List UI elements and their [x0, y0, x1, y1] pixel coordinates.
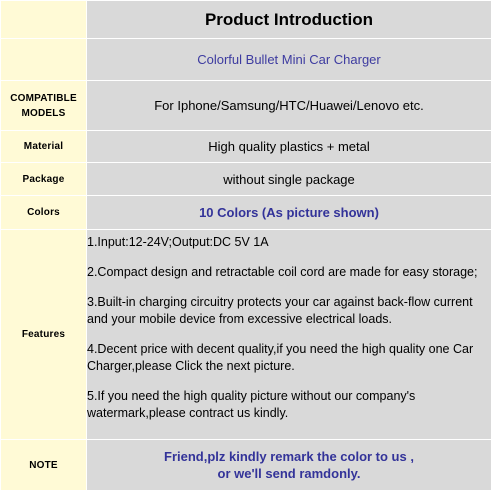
- feature-item: 2.Compact design and retractable coil cord are made for easy storage;: [87, 265, 478, 279]
- compatible-label-line1: COMPATIBLE: [10, 92, 77, 104]
- product-name: Colorful Bullet Mini Car Charger: [87, 39, 492, 81]
- note-line1: Friend,plz kindly remark the color to us ,: [164, 449, 414, 464]
- package-label: Package: [1, 163, 87, 196]
- material-label: Material: [1, 131, 87, 163]
- material-value: High quality plastics + metal: [87, 131, 492, 163]
- page-title: Product Introduction: [87, 1, 492, 39]
- product-corner-cell: [1, 39, 87, 81]
- compatible-label-line2: MODELS: [21, 107, 66, 119]
- compatible-models-label: [1, 81, 87, 131]
- features-label: Features: [1, 230, 87, 440]
- package-value: without single package: [87, 163, 492, 196]
- colors-label: Colors: [1, 196, 87, 230]
- note-label: NOTE: [1, 440, 87, 491]
- compatible-models-value: For Iphone/Samsung/HTC/Huawei/Lenovo etc.: [87, 81, 492, 131]
- colors-value: 10 Colors (As picture shown): [87, 196, 492, 230]
- feature-item: 4.Decent price with decent quality,if you need the high quality one Car Charger,please Click the next picture.: [87, 342, 474, 373]
- header-corner-cell: [1, 1, 87, 39]
- features-list: [87, 230, 492, 440]
- note-value: [87, 440, 492, 491]
- feature-item: 3.Built-in charging circuitry protects your car against back-flow current and your mobile device from excessive electrical loads.: [87, 295, 473, 326]
- feature-item: 1.Input:12-24V;Output:DC 5V 1A: [87, 235, 269, 249]
- feature-item: 5.If you need the high quality picture without our company's watermark,please contract us kindly.: [87, 389, 416, 420]
- note-line2: or we'll send ramdonly.: [217, 466, 361, 481]
